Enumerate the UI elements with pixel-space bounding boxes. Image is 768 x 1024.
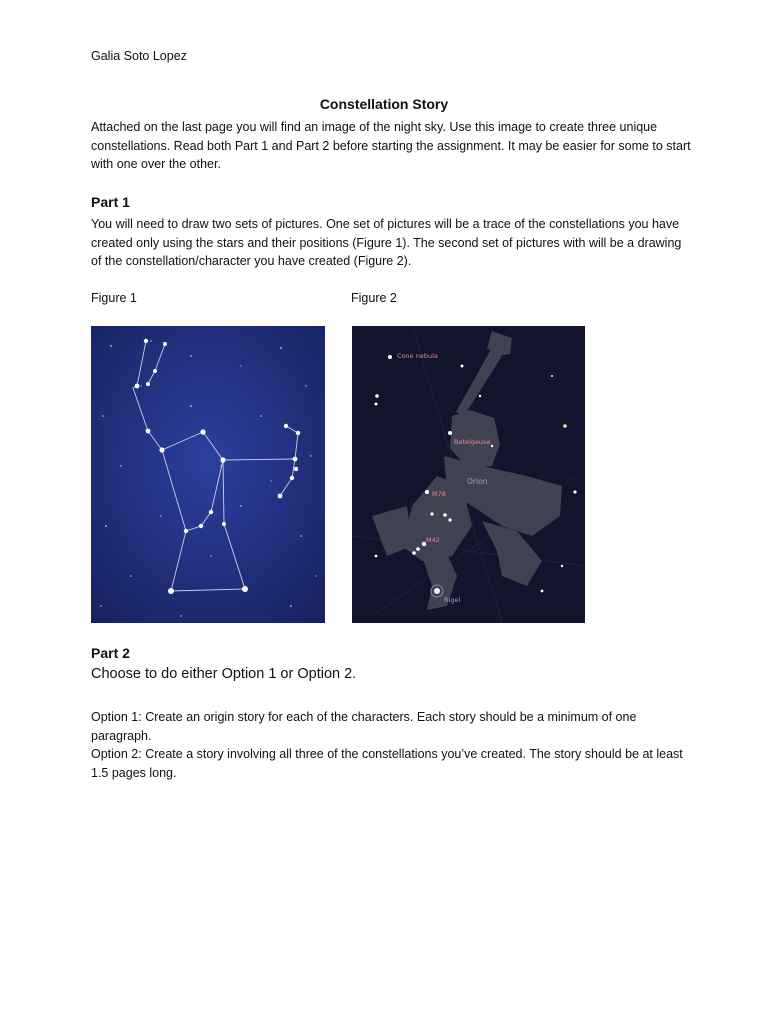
figure1-constellation-trace	[91, 326, 325, 623]
label-rigel: Rigel	[444, 596, 461, 604]
options-block	[91, 708, 691, 782]
figure2-label: Figure 2	[351, 291, 397, 305]
figure1-svg	[91, 326, 325, 623]
label-cone-nebula: Cone nebula	[397, 352, 438, 360]
part1-heading: Part 1	[91, 194, 130, 210]
option2-text: Option 2: Create a story involving all three of the constellations you’ve created. The story should be at least 1.5 pages long.	[91, 747, 683, 780]
part2-heading: Part 2	[91, 645, 130, 661]
label-m78: M78	[432, 490, 446, 498]
part2-instruction: Choose to do either Option 1 or Option 2.	[91, 666, 357, 682]
document-title: Constellation Story	[319, 96, 449, 112]
intro-paragraph: Attached on the last page you will find an image of the night sky. Use this image to create three unique constellations. Read both Part 1 and Part 2 before starting the assignment. It may be easier for some to start with one over the other.	[91, 120, 691, 171]
label-m42: M42	[426, 536, 440, 544]
part1-paragraph: You will need to draw two sets of pictures. One set of pictures will be a trace of the constellations you have created only using the stars and their positions (Figure 1). The second set of pictures with will be a drawing of the constellation/character you have created (Figure 2).	[91, 217, 682, 268]
label-betelgeuse: Betelgeuse	[454, 438, 491, 446]
figure1-label: Figure 1	[91, 291, 137, 305]
author-name: Galia Soto Lopez	[91, 49, 187, 63]
figure2-svg	[352, 326, 585, 623]
option1-text: Option 1: Create an origin story for each of the characters. Each story should be a minimum of one paragraph.	[91, 710, 637, 743]
label-orion: Orion	[467, 477, 488, 486]
figure1-sky	[91, 326, 325, 623]
figure2-constellation-drawing	[352, 326, 585, 623]
